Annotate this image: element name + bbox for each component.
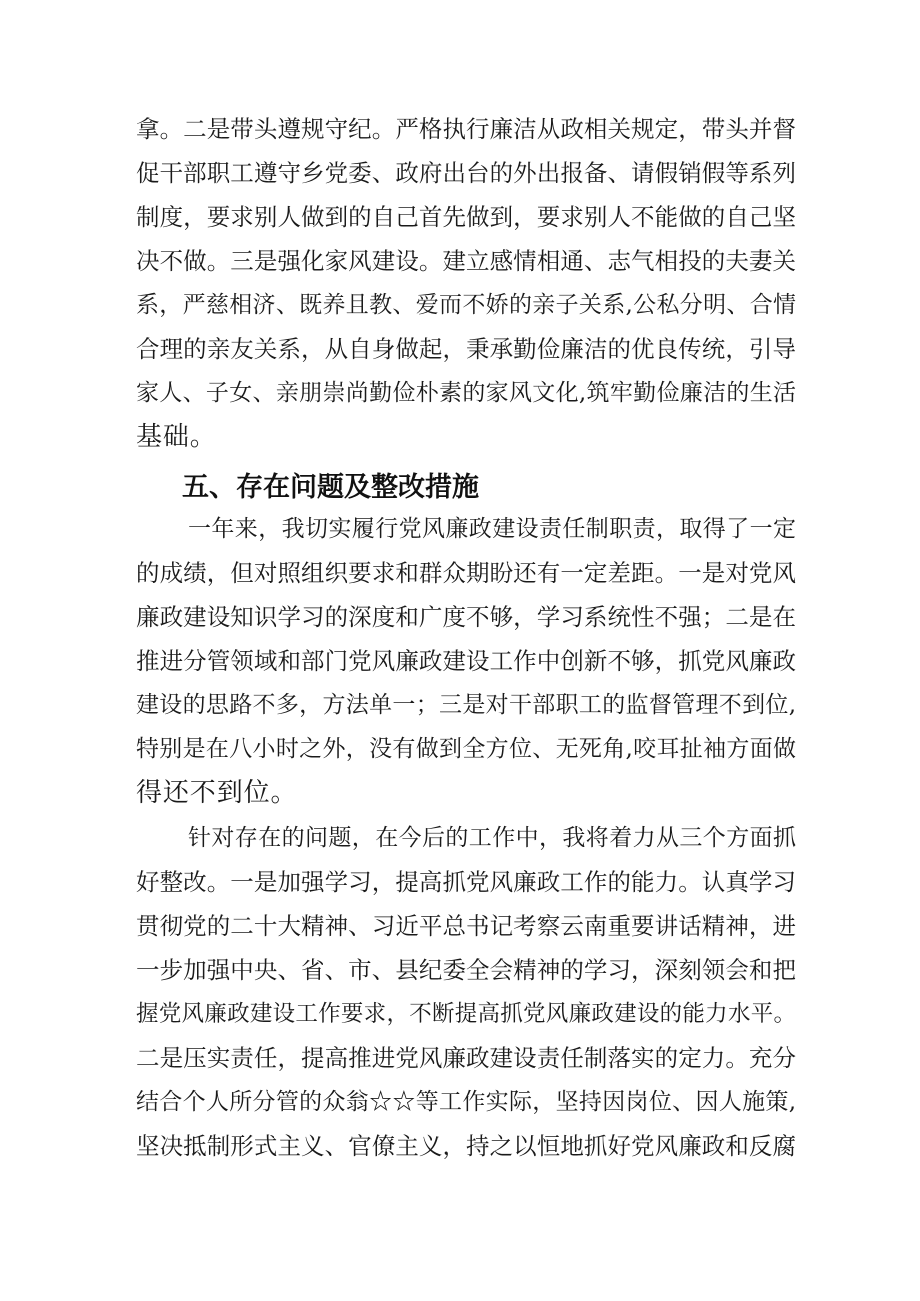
paragraph-line: 针对存在的问题，在今后的工作中，我将着力从三个方面抓 [188,825,796,851]
paragraph-line: 一步加强中央、省、市、县纪委全会精神的学习，深刻领会和把 [136,956,796,984]
paragraph-line: 决不做。三是强化家风建设。建立感情相通、志气相投的夫妻关 [136,247,796,275]
paragraph-line: 促干部职工遵守乡党委、政府出台的外出报备、请假销假等系列 [136,159,796,187]
paragraph-line: 拿。二是带头遵规守纪。严格执行廉洁从政相关规定，带头并督 [136,115,796,143]
paragraph-line: 贯彻党的二十大精神、习近平总书记考察云南重要讲话精神，进 [136,912,796,940]
paragraph-line: 建设的思路不多，方法单一；三是对干部职工的监督管理不到位, [136,692,796,718]
section-heading: 五、存在问题及整改措施 [182,472,479,503]
paragraph-line: 得还不到位。 [136,778,298,808]
paragraph-line: 制度，要求别人做到的自己首先做到，要求别人不能做的自己坚 [136,203,796,231]
paragraph-line: 结合个人所分管的众翁☆☆等工作实际，坚持因岗位、因人施策, [136,1089,796,1115]
paragraph-line: 一年来，我切实履行党风廉政建设责任制职责，取得了一定 [188,516,796,542]
paragraph-line: 好整改。一是加强学习，提高抓党风廉政工作的能力。认真学习 [136,868,796,896]
paragraph-line: 廉政建设知识学习的深度和广度不够，学习系统性不强；二是在 [136,603,796,631]
paragraph-line: 家人、子女、亲朋崇尚勤俭朴素的家风文化,筑牢勤俭廉洁的生活 [136,380,796,406]
paragraph-line: 推进分管领域和部门党风廉政建设工作中创新不够，抓党风廉政 [136,647,796,675]
paragraph-line: 基础。 [136,422,217,452]
paragraph-line: 合理的亲友关系，从自身做起，秉承勤俭廉洁的优良传统，引导 [136,335,796,363]
paragraph-line: 坚决抵制形式主义、官僚主义，持之以恒地抓好党风廉政和反腐 [136,1132,796,1160]
paragraph-line: 特别是在八小时之外，没有做到全方位、无死角,咬耳扯袖方面做 [136,736,796,762]
paragraph-line: 的成绩，但对照组织要求和群众期盼还有一定差距。一是对党风 [136,559,796,587]
paragraph-line: 系，严慈相济、既养且教、爱而不娇的亲子关系,公私分明、合情 [136,292,796,318]
paragraph-line: 二是压实责任，提高推进党风廉政建设责任制落实的定力。充分 [136,1044,796,1072]
paragraph-line: 握党风廉政建设工作要求，不断提高抓党风廉政建设的能力水平。 [136,1001,796,1027]
